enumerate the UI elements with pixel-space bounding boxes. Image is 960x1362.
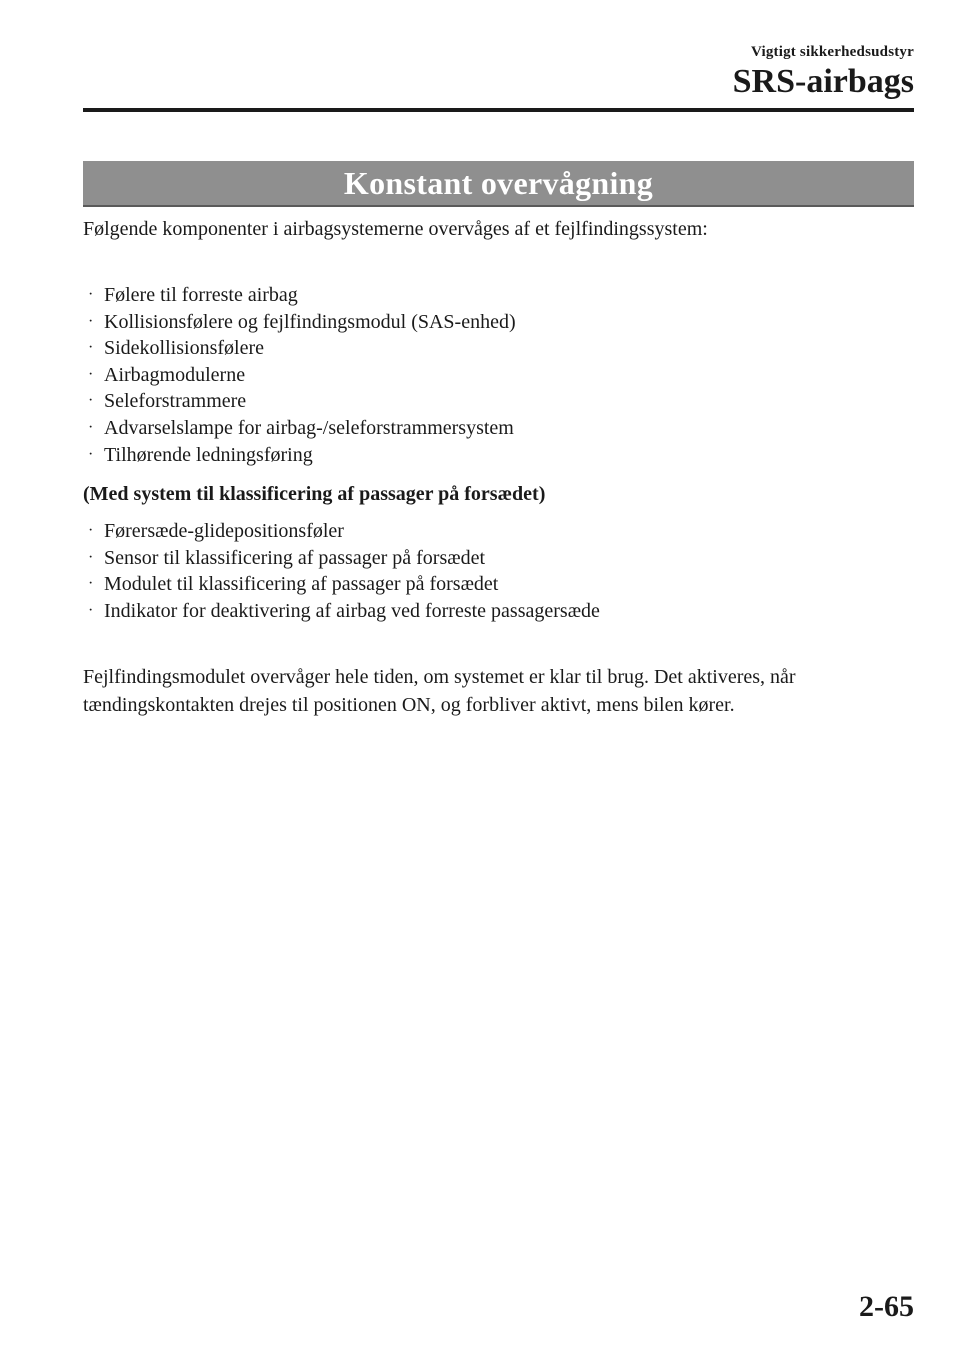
list-item-text: Førersæde-glidepositionsføler	[104, 520, 344, 542]
intro-text: Følgende komponenter i airbagsystemerne overvåges af et fejlfindingssystem:	[83, 218, 708, 240]
list-item-text: Advarselslampe for airbag-/seleforstrammersystem	[104, 416, 514, 439]
bullet-icon: ·	[88, 365, 94, 383]
header-divider	[83, 108, 914, 112]
bullet-icon: ·	[88, 522, 94, 539]
list-item-text: Kollisionsfølere og fejlfindingsmodul (SAS-enhed)	[104, 310, 516, 333]
bullet-icon: ·	[88, 286, 94, 303]
list-item	[88, 571, 600, 598]
list-item-text: Airbagmodulerne	[104, 363, 246, 386]
list-item-text: Sensor til klassificering af passager på forsædet	[104, 546, 486, 569]
list-item-text: Modulet til klassificering af passager på forsædet	[104, 573, 499, 596]
component-list	[88, 282, 516, 468]
bullet-icon: ·	[88, 392, 94, 410]
list-item	[88, 335, 516, 362]
list-item	[88, 362, 516, 389]
chapter-title: Vigtigt sikkerhedsudstyr	[750, 44, 914, 60]
bullet-icon: ·	[88, 445, 94, 463]
list-item-text: Følere til forreste airbag	[104, 284, 298, 306]
list-item	[88, 388, 516, 415]
banner-title: Konstant overvågning	[343, 164, 654, 201]
list-item-text: Indikator for deaktivering af airbag ved forreste passagersæde	[104, 599, 600, 622]
bullet-icon: ·	[88, 601, 94, 619]
list-item-text: Seleforstrammere	[104, 390, 247, 413]
page-number: 2-65	[859, 1290, 914, 1323]
list-item-text: Sidekollisionsfølere	[104, 337, 264, 360]
bullet-icon: ·	[88, 312, 94, 330]
section-title: SRS-airbags	[732, 63, 914, 100]
list-item	[88, 415, 516, 442]
bullet-icon: ·	[88, 418, 94, 436]
list-item	[88, 442, 516, 469]
list-item	[88, 309, 516, 336]
bullet-icon: ·	[88, 548, 94, 566]
bullet-icon: ·	[88, 339, 94, 357]
list-item	[88, 282, 516, 309]
bullet-icon: ·	[88, 575, 94, 593]
classification-component-list	[88, 518, 600, 624]
list-item	[88, 545, 600, 572]
list-item-text: Tilhørende ledningsføring	[104, 443, 313, 466]
classification-subheading: (Med system til klassificering af passager på forsædet)	[83, 483, 546, 505]
list-item	[88, 518, 600, 545]
section-banner	[83, 161, 914, 207]
list-item	[88, 598, 600, 625]
closing-paragraph: Fejlfindingsmodulet overvåger hele tiden, om systemet er klar til brug. Det aktiveres, når tændingskontakten drejes til positionen ON, og forbliver aktivt, mens bilen kører.	[83, 666, 796, 716]
